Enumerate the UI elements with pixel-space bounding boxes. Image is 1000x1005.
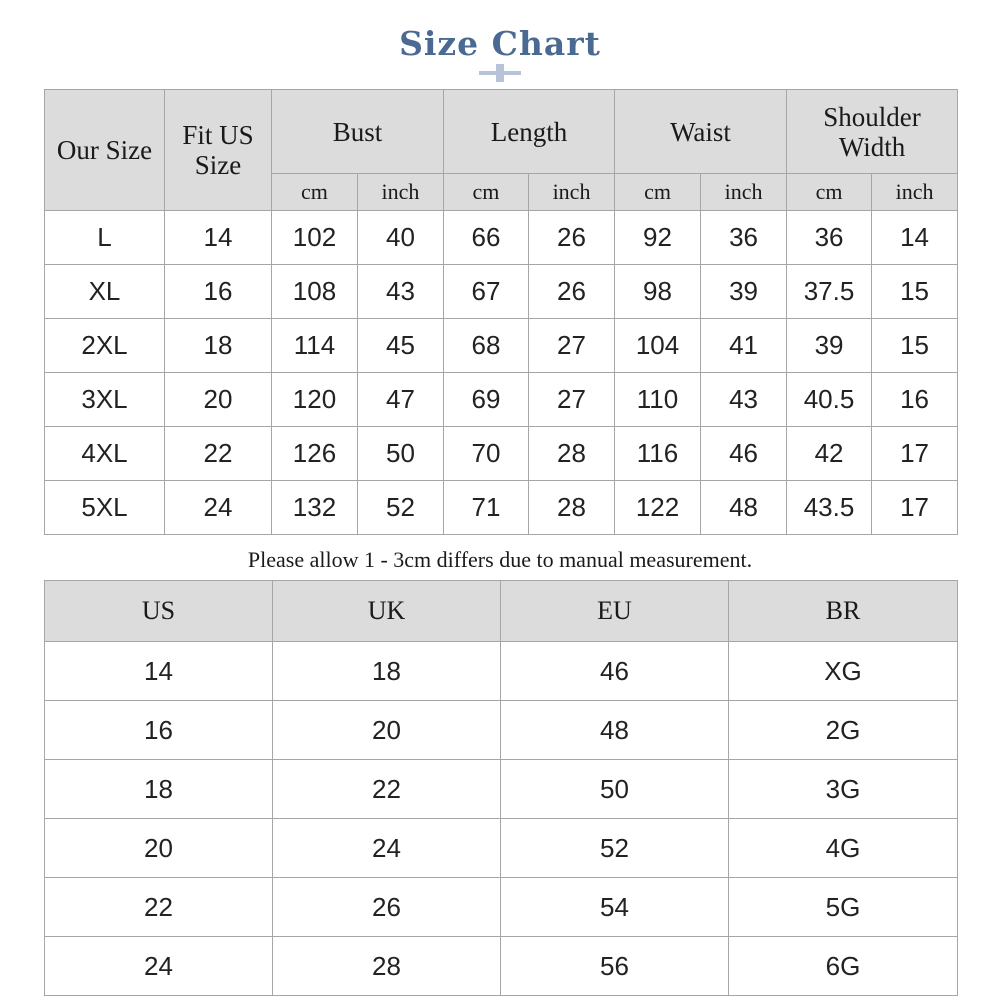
table-row [45,265,958,319]
table-cell: 28 [273,937,501,996]
table-row [45,937,958,996]
header-bust: Bust [272,90,444,174]
table-cell: 20 [45,819,273,878]
table-cell: 50 [358,427,444,481]
table-cell: 24 [45,937,273,996]
conversion-chart-body [45,642,958,996]
table-cell: 48 [701,481,787,535]
table-row [45,819,958,878]
table-cell: 27 [529,373,615,427]
table-cell: XL [45,265,165,319]
table-cell: 18 [273,642,501,701]
size-chart-body [45,211,958,535]
table-cell: 2G [729,701,958,760]
table-cell: 36 [701,211,787,265]
table-cell: 14 [872,211,958,265]
table-cell: 2XL [45,319,165,373]
table-cell: 54 [501,878,729,937]
table-cell: 110 [615,373,701,427]
size-chart-table [44,89,958,535]
table-row [45,760,958,819]
table-cell: 40.5 [787,373,872,427]
table-cell: 24 [273,819,501,878]
unit-header-cell: inch [701,174,787,211]
table-cell: 16 [45,701,273,760]
table-cell: 50 [501,760,729,819]
table-cell: 41 [701,319,787,373]
table-cell: 36 [787,211,872,265]
table-cell: 126 [272,427,358,481]
table-cell: 16 [872,373,958,427]
table-cell: 26 [529,211,615,265]
conversion-header-row [45,581,958,642]
table-cell: 45 [358,319,444,373]
table-cell: 15 [872,265,958,319]
table-cell: 15 [872,319,958,373]
table-cell: 116 [615,427,701,481]
table-cell: 122 [615,481,701,535]
table-cell: 108 [272,265,358,319]
table-cell: 26 [273,878,501,937]
table-row [45,211,958,265]
table-cell: 39 [701,265,787,319]
unit-header-cell: inch [529,174,615,211]
table-cell: 28 [529,481,615,535]
table-row [45,427,958,481]
table-cell: 6G [729,937,958,996]
table-cell: 18 [45,760,273,819]
header-waist: Waist [615,90,787,174]
table-cell: 102 [272,211,358,265]
table-cell: 46 [701,427,787,481]
table-cell: 52 [358,481,444,535]
conversion-header-cell: BR [729,581,958,642]
table-cell: 5G [729,878,958,937]
table-cell: 27 [529,319,615,373]
header-length: Length [444,90,615,174]
table-cell: 22 [45,878,273,937]
table-row [45,319,958,373]
table-cell: 17 [872,481,958,535]
table-cell: 16 [165,265,272,319]
unit-header-cell: cm [615,174,701,211]
table-cell: XG [729,642,958,701]
table-cell: 46 [501,642,729,701]
table-cell: 14 [45,642,273,701]
table-cell: 26 [529,265,615,319]
table-cell: 68 [444,319,529,373]
table-cell: 14 [165,211,272,265]
table-cell: 22 [165,427,272,481]
table-cell: 98 [615,265,701,319]
unit-header-cell: inch [358,174,444,211]
table-cell: L [45,211,165,265]
unit-header-cell: cm [787,174,872,211]
header-fit-us-size: Fit US Size [165,90,272,211]
conversion-header-cell: EU [501,581,729,642]
table-cell: 17 [872,427,958,481]
table-row [45,701,958,760]
header-our-size: Our Size [45,90,165,211]
measurement-note: Please allow 1 - 3cm differs due to manual measurement. [247,547,753,572]
table-row [45,481,958,535]
table-cell: 47 [358,373,444,427]
table-cell: 18 [165,319,272,373]
table-cell: 52 [501,819,729,878]
table-cell: 120 [272,373,358,427]
unit-header-cell: cm [272,174,358,211]
conversion-header-cell: UK [273,581,501,642]
table-cell: 5XL [45,481,165,535]
table-cell: 104 [615,319,701,373]
table-cell: 4G [729,819,958,878]
table-cell: 3G [729,760,958,819]
table-cell: 28 [529,427,615,481]
table-cell: 56 [501,937,729,996]
table-cell: 22 [273,760,501,819]
table-cell: 42 [787,427,872,481]
header-shoulder-width: Shoulder Width [787,90,958,174]
table-cell: 4XL [45,427,165,481]
table-cell: 37.5 [787,265,872,319]
conversion-header-cell: US [45,581,273,642]
table-cell: 20 [165,373,272,427]
table-row [45,642,958,701]
title-divider-ornament [479,64,521,82]
table-cell: 66 [444,211,529,265]
size-conversion-table [44,580,958,996]
table-cell: 92 [615,211,701,265]
table-cell: 43.5 [787,481,872,535]
page-title: Size Chart [399,24,601,63]
table-cell: 3XL [45,373,165,427]
unit-header-cell: inch [872,174,958,211]
table-cell: 69 [444,373,529,427]
table-cell: 43 [701,373,787,427]
table-cell: 20 [273,701,501,760]
unit-header-cell: cm [444,174,529,211]
table-cell: 70 [444,427,529,481]
table-cell: 24 [165,481,272,535]
table-row [45,878,958,937]
table-cell: 132 [272,481,358,535]
table-cell: 39 [787,319,872,373]
table-cell: 114 [272,319,358,373]
table-cell: 67 [444,265,529,319]
table-cell: 71 [444,481,529,535]
table-cell: 40 [358,211,444,265]
table-cell: 43 [358,265,444,319]
table-row [45,373,958,427]
table-cell: 48 [501,701,729,760]
